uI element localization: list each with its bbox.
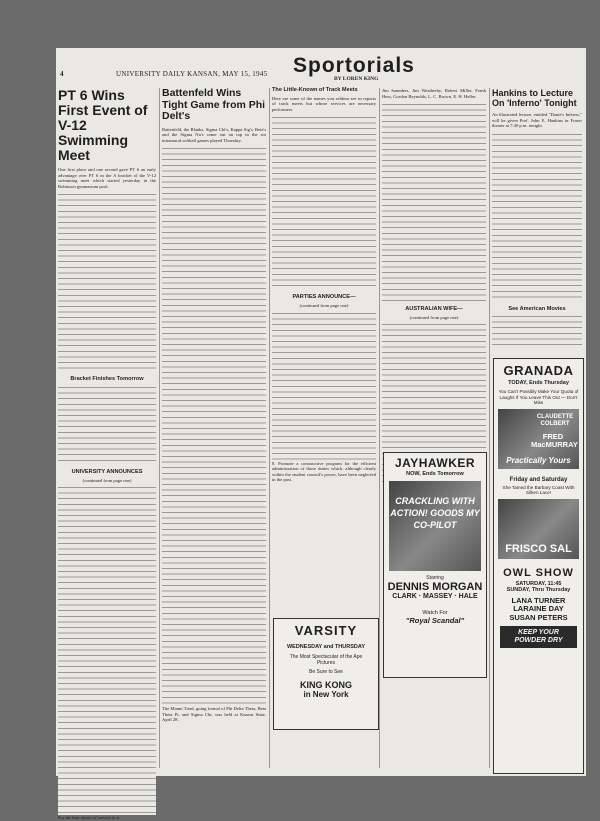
ad-line: Friday and Saturday bbox=[509, 476, 568, 483]
ad-star: CLAUDETTE COLBERT bbox=[536, 413, 574, 427]
continued-note: (continued from page one) bbox=[409, 314, 459, 320]
headline-battenfeld: Battenfeld Wins Tight Game from Phi Delt's bbox=[162, 87, 266, 122]
jayhawker-ad bbox=[383, 452, 487, 678]
ad-line: WEDNESDAY and THURSDAY bbox=[286, 644, 366, 650]
ad-line: Starring bbox=[426, 575, 444, 581]
article-body-text bbox=[272, 311, 376, 461]
article-body-text bbox=[162, 146, 266, 706]
ad-line: SATURDAY, 11:45 bbox=[515, 580, 562, 587]
newspaper-page bbox=[56, 48, 586, 821]
article-body-text bbox=[58, 192, 156, 372]
subhead-track: The Little-Known of Track Meets bbox=[272, 87, 358, 93]
article-tail: 8. Promote a constructive program for the efficient administration of those duties which, although clearly within the student council's power, have been neglected in the past. bbox=[272, 460, 376, 483]
article-body-text bbox=[272, 115, 376, 290]
ad-title: OWL SHOW bbox=[503, 566, 574, 579]
headline-hankins: Hankins to Lecture On 'Inferno' Tonight bbox=[492, 88, 577, 108]
article-body-text bbox=[492, 132, 582, 302]
ad-film: in New York bbox=[303, 690, 349, 699]
column-rule bbox=[159, 88, 160, 768]
movie-poster-art bbox=[498, 499, 579, 559]
article-lead: Here are some of the names you seldom see in reports of track meets but whose services are necessary performers. bbox=[272, 95, 376, 112]
article-lead: One first place and one second gave PT 6 an early advantage over PT 6 in the A bracket of the V-12 swimming meet which started yesterday in the Robinson gymnasium pool. bbox=[58, 167, 156, 189]
ad-star: LANA TURNER bbox=[511, 595, 566, 605]
subhead-australian-wife: AUSTRALIAN WIFE— bbox=[405, 306, 463, 313]
subhead-parties: PARTIES ANNOUNCE— bbox=[292, 294, 356, 301]
ad-line: Watch For bbox=[422, 610, 448, 616]
column-rule bbox=[489, 88, 490, 768]
subhead-university: UNIVERSITY ANNOUNCES bbox=[71, 468, 143, 475]
article-body-text bbox=[58, 385, 156, 465]
article-column-1 bbox=[58, 87, 156, 821]
byline: BY LOREN KING bbox=[334, 76, 379, 82]
masthead: UNIVERSITY DAILY KANSAN, MAY 15, 1945 bbox=[116, 70, 268, 78]
ad-title: JAYHAWKER bbox=[394, 456, 476, 470]
article-lead: Jim Saunders, Jim Weatherby, Robert Miller, Frank Hess, Gordon Reynolds, L. C. Brown, E. H. Heller. bbox=[382, 88, 486, 99]
movie-poster-art: CRACKLING WITH ACTION! GOODS MY CO-PILOT bbox=[389, 481, 481, 571]
ad-costars: CLARK · MASSEY · HALE bbox=[392, 593, 478, 600]
column-rule bbox=[379, 88, 380, 768]
ad-film: KING KONG bbox=[299, 680, 352, 690]
article-body-text bbox=[492, 314, 582, 348]
ad-title: GRANADA bbox=[503, 363, 574, 378]
section-title: Sportorials bbox=[293, 54, 415, 77]
ad-line: TODAY, Ends Thursday bbox=[508, 380, 569, 386]
subhead-bracket: Bracket Finishes Tomorrow bbox=[70, 376, 144, 383]
ad-coming: "Royal Scandal" bbox=[405, 616, 465, 625]
ad-star: SUSAN PETERS bbox=[509, 612, 568, 622]
ad-film: KEEP YOUR POWDER DRY bbox=[500, 626, 577, 648]
continued-note: (continued from page one) bbox=[299, 302, 349, 308]
continued-note: (continued from page one) bbox=[82, 477, 132, 483]
article-lead: An illustrated lecture, entitled "Dante's Inferno," will be given Prof. John E. Hankins in Fraser theater at 7:30 p.m. tonight. bbox=[492, 112, 582, 129]
article-lead: Battenfeld, the Blanks, Sigma Chi's, Kappa Sig's, Beta's and the Sigma Nu's come out on top in the six intramural softball games played Thursday. bbox=[162, 126, 266, 143]
article-tail: For the best report of service to a bbox=[58, 815, 119, 821]
page-header bbox=[60, 54, 580, 82]
ad-star: FRED MacMURRAY bbox=[531, 431, 578, 449]
page-number: 4 bbox=[60, 70, 64, 78]
ad-line: SUNDAY, Thru Thursday bbox=[506, 586, 571, 593]
ad-line: She Tamed the Barbary Coast With Silken Lace! bbox=[502, 484, 575, 496]
ad-subtitle: NOW, Ends Tomorrow bbox=[406, 471, 464, 477]
headline-swimming: PT 6 Wins First Event of V-12 Swimming Meet bbox=[58, 87, 148, 163]
article-body-text bbox=[58, 485, 156, 815]
article-tail: The Miami Triad, going formal of Phi Delta Theta, Beta Theta Pi, and Sigma Chi, was held at Kansas State, April 28. bbox=[162, 706, 266, 723]
article-body-text bbox=[382, 102, 486, 302]
column-rule bbox=[269, 88, 270, 768]
ad-film: FRISCO SAL bbox=[505, 542, 572, 555]
granada-ad bbox=[493, 358, 584, 774]
movie-poster-art bbox=[498, 409, 579, 469]
ad-title: VARSITY bbox=[294, 623, 358, 638]
article-column-2 bbox=[162, 88, 266, 772]
varsity-ad bbox=[273, 618, 379, 730]
ad-line: The Most Spectacular of the Ape Pictures bbox=[289, 654, 363, 666]
subhead-american-movies: See American Movies bbox=[508, 305, 566, 312]
ad-star: DENNIS MORGAN bbox=[387, 581, 483, 593]
ad-film: Practically Yours bbox=[506, 455, 571, 465]
ad-star: LARAINE DAY bbox=[513, 604, 564, 614]
ad-line: You Can't Possibly Make Your Quota of Laughs If You Leave This Out — Don't Miss bbox=[498, 389, 579, 406]
ad-line: Be Sure to See bbox=[309, 669, 343, 675]
